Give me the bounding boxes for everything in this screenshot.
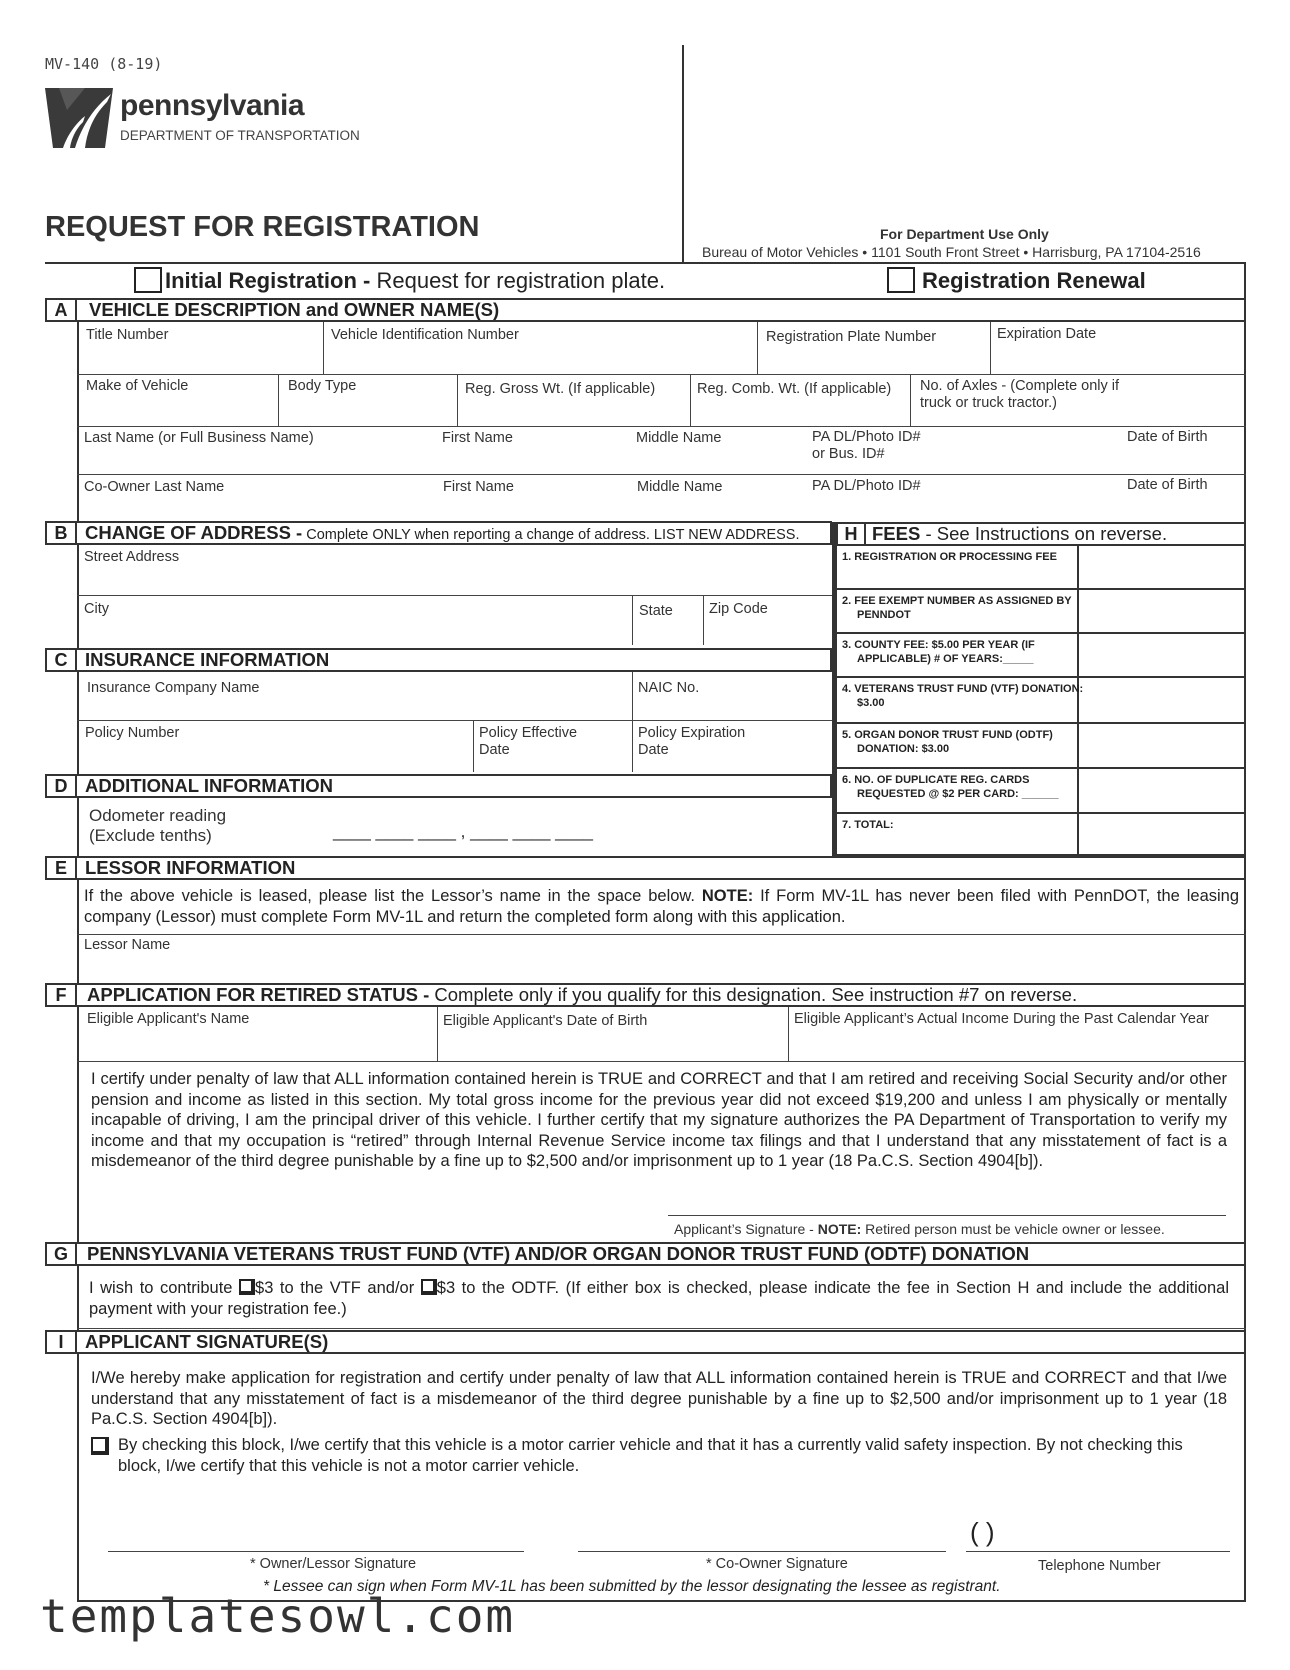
header-rule <box>45 262 1245 264</box>
section-h-title: FEES - See Instructions on reverse. <box>872 523 1168 544</box>
fee-amount-2[interactable] <box>1081 592 1241 632</box>
make-label: Make of Vehicle <box>86 378 189 394</box>
keystone-logo-icon <box>45 88 113 148</box>
vtf-checkbox[interactable] <box>239 1279 255 1295</box>
section-a-header: A VEHICLE DESCRIPTION and OWNER NAME(S) <box>45 298 1246 322</box>
fee-item-4: 4. VETERANS TRUST FUND (VTF) DONATION: $3.00 <box>842 683 1084 709</box>
fee-item-5: 5. ORGAN DONOR TRUST FUND (ODTF) DONATION: $3.00 <box>842 729 1053 755</box>
plate-number-label: Registration Plate Number <box>766 329 937 345</box>
lessor-instructions: If the above vehicle is leased, please list the Lessor’s name in the space below. NOTE: If Form MV-1L has never been filed with PennDOT, the leasing company (Lessor) must complete Form MV-1L and return the completed form along with this application. <box>84 887 1240 926</box>
owner-signature-label: * Owner/Lessor Signature <box>250 1556 417 1572</box>
fee-amount-1[interactable] <box>1081 548 1241 588</box>
middle-name-label: Middle Name <box>636 430 722 446</box>
section-h-header: H FEES - See Instructions on reverse. <box>836 522 1246 546</box>
rule <box>77 720 832 721</box>
eligible-income-label: Eligible Applicant’s Actual Income During the Past Calendar Year <box>794 1011 1209 1027</box>
fee-amount-3[interactable] <box>1081 636 1241 676</box>
gross-weight-label: Reg. Gross Wt. (If applicable) <box>465 381 656 397</box>
divider <box>690 374 691 426</box>
fee-item-6: 6. NO. OF DUPLICATE REG. CARDS REQUESTED @ $2 PER CARD: ______ <box>842 774 1059 800</box>
divider <box>457 374 458 426</box>
policy-number-label: Policy Number <box>85 725 180 741</box>
axles-label: No. of Axles - (Complete only if truck or truck tractor.) <box>920 378 1120 411</box>
comb-weight-label: Reg. Comb. Wt. (If applicable) <box>697 381 892 397</box>
dl-label: PA DL/Photo ID# or Bus. ID# <box>812 429 921 462</box>
state-label: State <box>639 603 673 619</box>
co-owner-middle-label: Middle Name <box>637 479 723 495</box>
dept-use-title: For Department Use Only <box>880 226 1049 242</box>
policy-expiration-label: Policy Expiration Date <box>638 725 746 758</box>
retired-certification: I certify under penalty of law that ALL information contained herein is TRUE and CORRECT and that I am retired and receiving Social Security and/or other pension and income as listed in this section. My total gross income for the previous year did not exceed $19,200 and unless I am physically or mentally incapable of driving, I am the principal driver of this vehicle. I further certify that my signature authorizes the PA Department of Transportation to verify my income and that my occupation is “retired” through Internal Revenue Service income tax filings and that I understand that any misstatement of fact is a misdemeanor of the third degree punishable by a fine up to $2,500 and/or imprisonment up to 1 year (18 Pa.C.S. Section 4904[b]). <box>91 1070 1227 1170</box>
zip-code-label: Zip Code <box>709 601 768 617</box>
watermark: templatesowl.com <box>40 1589 516 1643</box>
rule <box>77 934 1246 935</box>
donation-text: I wish to contribute $3 to the VTF and/or $3 to the ODTF. (If either box is checked, please indicate the fee in Section H and include the additional payment with your registration fee.) <box>89 1279 1229 1318</box>
frame-left <box>77 322 79 1600</box>
coowner-signature-line[interactable] <box>578 1551 946 1552</box>
initial-registration-label: Initial Registration - Request for registration plate. <box>165 268 666 293</box>
fee-amount-5[interactable] <box>1081 726 1241 767</box>
policy-effective-label: Policy Effective Date <box>479 725 578 758</box>
form-code: MV-140 (8-19) <box>45 55 163 73</box>
dob-label: Date of Birth <box>1127 429 1208 445</box>
rule <box>77 595 832 596</box>
title-number-label: Title Number <box>86 327 169 343</box>
divider <box>323 322 324 374</box>
last-name-label: Last Name (or Full Business Name) <box>84 430 314 446</box>
odtf-checkbox[interactable] <box>421 1279 437 1295</box>
eligible-name-label: Eligible Applicant's Name <box>87 1011 250 1027</box>
owner-signature-line[interactable] <box>108 1551 524 1552</box>
divider <box>437 1007 438 1061</box>
fee-item-1: 1. REGISTRATION OR PROCESSING FEE <box>842 551 1057 563</box>
header-divider <box>682 45 684 263</box>
logo-dept: DEPARTMENT OF TRANSPORTATION <box>120 128 360 143</box>
odometer-blank[interactable]: ____ ____ ____ , ____ ____ ____ <box>333 822 593 841</box>
divider <box>757 322 758 374</box>
divider <box>788 1007 789 1061</box>
phone-area-code: ( ) <box>970 1517 995 1547</box>
first-name-label: First Name <box>442 430 513 446</box>
city-label: City <box>84 601 109 617</box>
divider <box>473 720 474 772</box>
registration-renewal-checkbox[interactable] <box>887 267 915 293</box>
telephone-line[interactable] <box>966 1551 1230 1552</box>
divider <box>990 322 991 374</box>
telephone-label: Telephone Number <box>1038 1558 1161 1574</box>
applicant-signature-label: Applicant’s Signature - NOTE: Retired person must be vehicle owner or lessee. <box>674 1221 1165 1237</box>
naic-label: NAIC No. <box>638 680 700 696</box>
coowner-signature-label: * Co-Owner Signature <box>706 1556 848 1572</box>
lessor-name-label: Lessor Name <box>84 937 171 953</box>
co-owner-dob-label: Date of Birth <box>1127 477 1208 493</box>
section-e-header: E LESSOR INFORMATION <box>45 856 1246 880</box>
applicant-certification: I/We hereby make application for registration and certify under penalty of law that ALL information contained herein is TRUE and CORRECT and that I/we understand that any misstatement of fact is a misdemeanor of the third degree punishable by a fine up to $2,500 and/or imprisonment up to 1 year (18 Pa.C.S. Section 4904[b]). <box>91 1369 1227 1428</box>
section-f-header: F APPLICATION FOR RETIRED STATUS - Complete only if you qualify for this designation. See instruction #7 on reverse. <box>45 983 1246 1007</box>
section-b-title: CHANGE OF ADDRESS - Complete ONLY when reporting a change of address. LIST NEW ADDRESS. <box>85 522 800 543</box>
vin-label: Vehicle Identification Number <box>331 327 519 343</box>
co-owner-last-label: Co-Owner Last Name <box>84 479 225 495</box>
divider <box>703 595 704 645</box>
initial-registration-checkbox[interactable] <box>134 267 162 293</box>
divider <box>910 374 911 426</box>
rule <box>77 426 1246 427</box>
divider <box>632 595 633 645</box>
rule <box>77 1061 1246 1062</box>
co-owner-dl-label: PA DL/Photo ID# <box>812 478 921 494</box>
fee-amount-7[interactable] <box>1081 816 1241 850</box>
odometer-exclude-label: (Exclude tenths) <box>89 826 212 845</box>
rule <box>77 1328 1246 1329</box>
lessee-note: * Lessee can sign when Form MV-1L has been submitted by the lessor designating the lessee as registrant. <box>263 1578 1001 1595</box>
section-g-header: G PENNSYLVANIA VETERANS TRUST FUND (VTF) AND/OR ORGAN DONOR TRUST FUND (ODTF) DONATION <box>45 1242 1246 1266</box>
fee-divider <box>836 588 1246 590</box>
dept-use-address: Bureau of Motor Vehicles • 1101 South Front Street • Harrisburg, PA 17104-2516 <box>702 244 1201 260</box>
section-c-header: C INSURANCE INFORMATION <box>45 648 832 672</box>
fee-amount-4[interactable] <box>1081 680 1241 722</box>
street-address-label: Street Address <box>84 549 180 565</box>
section-b-header: B CHANGE OF ADDRESS - Complete ONLY when reporting a change of address. LIST NEW ADDRESS. <box>45 521 832 545</box>
divider <box>278 374 279 426</box>
divider <box>632 672 633 772</box>
co-owner-first-label: First Name <box>443 479 514 495</box>
fee-divider <box>836 722 1246 724</box>
section-f-title: APPLICATION FOR RETIRED STATUS - Complete only if you qualify for this designation. See instruction #7 on reverse. <box>87 984 1078 1005</box>
fee-divider <box>836 676 1246 678</box>
fee-item-7: 7. TOTAL: <box>842 819 894 831</box>
eligible-dob-label: Eligible Applicant's Date of Birth <box>443 1013 648 1029</box>
fee-divider <box>836 812 1246 814</box>
section-d-header: D ADDITIONAL INFORMATION <box>45 774 832 798</box>
applicant-signature-line[interactable] <box>668 1215 1226 1216</box>
body-type-label: Body Type <box>288 378 357 394</box>
fee-item-2: 2. FEE EXEMPT NUMBER AS ASSIGNED BY PENNDOT <box>842 595 1072 621</box>
fee-item-3: 3. COUNTY FEE: $5.00 PER YEAR (IF APPLICABLE) # OF YEARS:_____ <box>842 639 1035 665</box>
insurance-company-label: Insurance Company Name <box>87 680 260 696</box>
fee-divider <box>836 767 1246 769</box>
motor-carrier-checkbox[interactable] <box>91 1437 109 1458</box>
registration-renewal-label: Registration Renewal <box>922 268 1146 293</box>
rule <box>77 374 1246 375</box>
fee-divider <box>836 632 1246 634</box>
section-i-header: I APPLICANT SIGNATURE(S) <box>45 1330 1246 1354</box>
fee-amount-6[interactable] <box>1081 771 1241 812</box>
odometer-label: Odometer reading <box>89 806 227 825</box>
page-title: REQUEST FOR REGISTRATION <box>45 211 480 243</box>
motor-carrier-text: By checking this block, I/we certify that this vehicle is a motor carrier vehicle and that it has a currently valid safety inspection. By not checking this block, I/we certify that this vehicle is not a motor carrier vehicle. <box>118 1436 1183 1475</box>
fees-left-border <box>832 522 837 856</box>
frame-right <box>1244 262 1246 1602</box>
rule <box>77 474 1246 475</box>
expiration-date-label: Expiration Date <box>997 326 1097 342</box>
logo-name: pennsylvania <box>120 89 305 122</box>
